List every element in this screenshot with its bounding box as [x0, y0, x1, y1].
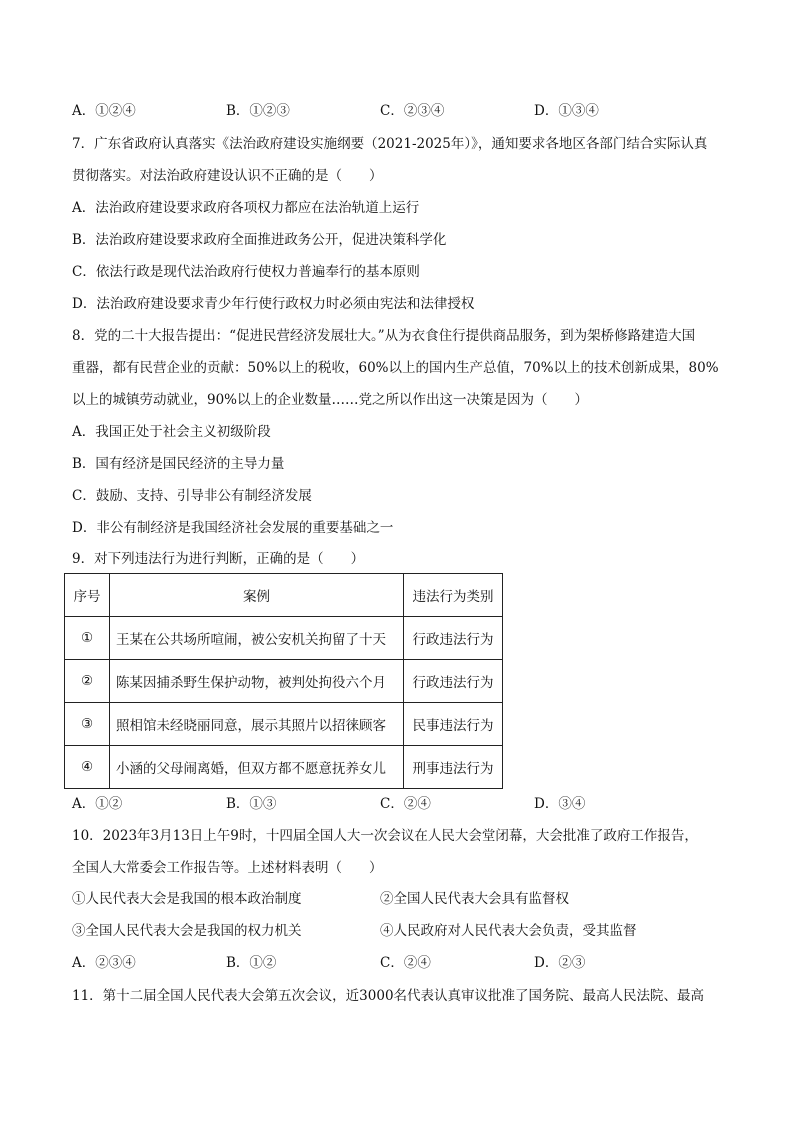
q6-options: [72, 101, 712, 121]
row-index: ①: [65, 617, 110, 660]
row-index: ③: [65, 703, 110, 746]
table-row: [65, 617, 503, 660]
q7-option-c[interactable]: C．依法行政是现代法治政府行使权力普遍奉行的基本原则: [72, 264, 420, 280]
q9-option-b[interactable]: B．①③: [226, 796, 277, 812]
q8-option-a[interactable]: A．我国正处于社会主义初级阶段: [72, 424, 271, 440]
q8-stem-line1: 8．党的二十大报告提出：“促进民营经济发展壮大。”从为衣食住行提供商品服务，到为架桥修路建造大国: [72, 328, 696, 344]
q9-option-c[interactable]: C．②④: [380, 796, 431, 812]
q10-stem-line1: 10．2023年3月13日上午9时，十四届全国人大一次会议在人民大会堂闭幕，大会批准了政府工作报告，: [72, 828, 698, 844]
q10-option-a[interactable]: A．②③④: [72, 955, 136, 971]
q9-case-table: [64, 573, 503, 789]
q8-stem-line3: 以上的城镇劳动就业，90%以上的企业数量……党之所以作出这一决策是因为（ ）: [72, 392, 589, 408]
q8-option-b[interactable]: B．国有经济是国民经济的主导力量: [72, 456, 285, 472]
q6-option-c[interactable]: C．②③④: [380, 103, 445, 119]
q8-stem-line2: 重器，都有民营企业的贡献：50%以上的税收，60%以上的国内生产总值，70%以上的技术创新成果，80%: [72, 360, 719, 376]
row-case: 陈某因捕杀野生保护动物，被判处拘役六个月: [110, 660, 404, 703]
header-category: 违法行为类别: [404, 574, 503, 617]
q10-options: [72, 953, 712, 973]
table-row: [65, 660, 503, 703]
row-category: 民事违法行为: [404, 703, 503, 746]
row-category: 刑事违法行为: [404, 746, 503, 789]
q9-option-a[interactable]: A．①②: [72, 796, 123, 812]
q9-option-d[interactable]: D．③④: [534, 796, 586, 812]
q11-stem-line1: 11．第十二届全国人民代表大会第五次会议，近3000名代表认真审议批准了国务院、最高人民法院、最高: [72, 988, 705, 1004]
q10-option-c[interactable]: C．②④: [380, 955, 431, 971]
table-row: [65, 703, 503, 746]
q9-options: [72, 794, 712, 814]
row-case: 照相馆未经晓丽同意，展示其照片以招徕顾客: [110, 703, 404, 746]
row-category: 行政违法行为: [404, 660, 503, 703]
q10-statements-row2: [72, 921, 712, 941]
q8-option-d[interactable]: D．非公有制经济是我国经济社会发展的重要基础之一: [72, 520, 394, 536]
q10-option-d[interactable]: D．②③: [534, 955, 586, 971]
q9-stem: 9．对下列违法行为进行判断，正确的是（ ）: [72, 551, 365, 567]
header-index: 序号: [65, 574, 110, 617]
q7-option-a[interactable]: A．法治政府建设要求政府各项权力都应在法治轨道上运行: [72, 200, 420, 216]
table-row: [65, 746, 503, 789]
row-case: 小涵的父母闹离婚，但双方都不愿意抚养女儿: [110, 746, 404, 789]
header-case: 案例: [110, 574, 404, 617]
q10-stem-line2: 全国人大常委会工作报告等。上述材料表明（ ）: [72, 860, 383, 876]
q10-statement-2: ②全国人民代表大会具有监督权: [380, 891, 569, 907]
q7-stem-line1: 7．广东省政府认真落实《法治政府建设实施纲要（2021-2025年）》，通知要求各地区各部门结合实际认真: [72, 136, 708, 152]
q7-option-b[interactable]: B．法治政府建设要求政府全面推进政务公开，促进决策科学化: [72, 232, 447, 248]
q10-statement-1: ①人民代表大会是我国的根本政治制度: [72, 891, 302, 907]
q10-statement-3: ③全国人民代表大会是我国的权力机关: [72, 923, 302, 939]
q7-stem-line2: 贯彻落实。对法治政府建设认识不正确的是（ ）: [72, 168, 383, 184]
row-index: ②: [65, 660, 110, 703]
q8-option-c[interactable]: C．鼓励、支持、引导非公有制经济发展: [72, 488, 312, 504]
row-category: 行政违法行为: [404, 617, 503, 660]
q10-statement-4: ④人民政府对人民代表大会负责，受其监督: [380, 923, 637, 939]
row-index: ④: [65, 746, 110, 789]
q7-option-d[interactable]: D．法治政府建设要求青少年行使行政权力时必须由宪法和法律授权: [72, 296, 475, 312]
table-header-row: [65, 574, 503, 617]
q6-option-d[interactable]: D．①③④: [534, 103, 599, 119]
q10-statements-row1: [72, 889, 712, 909]
q6-option-a[interactable]: A．①②④: [72, 103, 136, 119]
q6-option-b[interactable]: B．①②③: [226, 103, 290, 119]
q10-option-b[interactable]: B．①②: [226, 955, 277, 971]
row-case: 王某在公共场所喧闹，被公安机关拘留了十天: [110, 617, 404, 660]
